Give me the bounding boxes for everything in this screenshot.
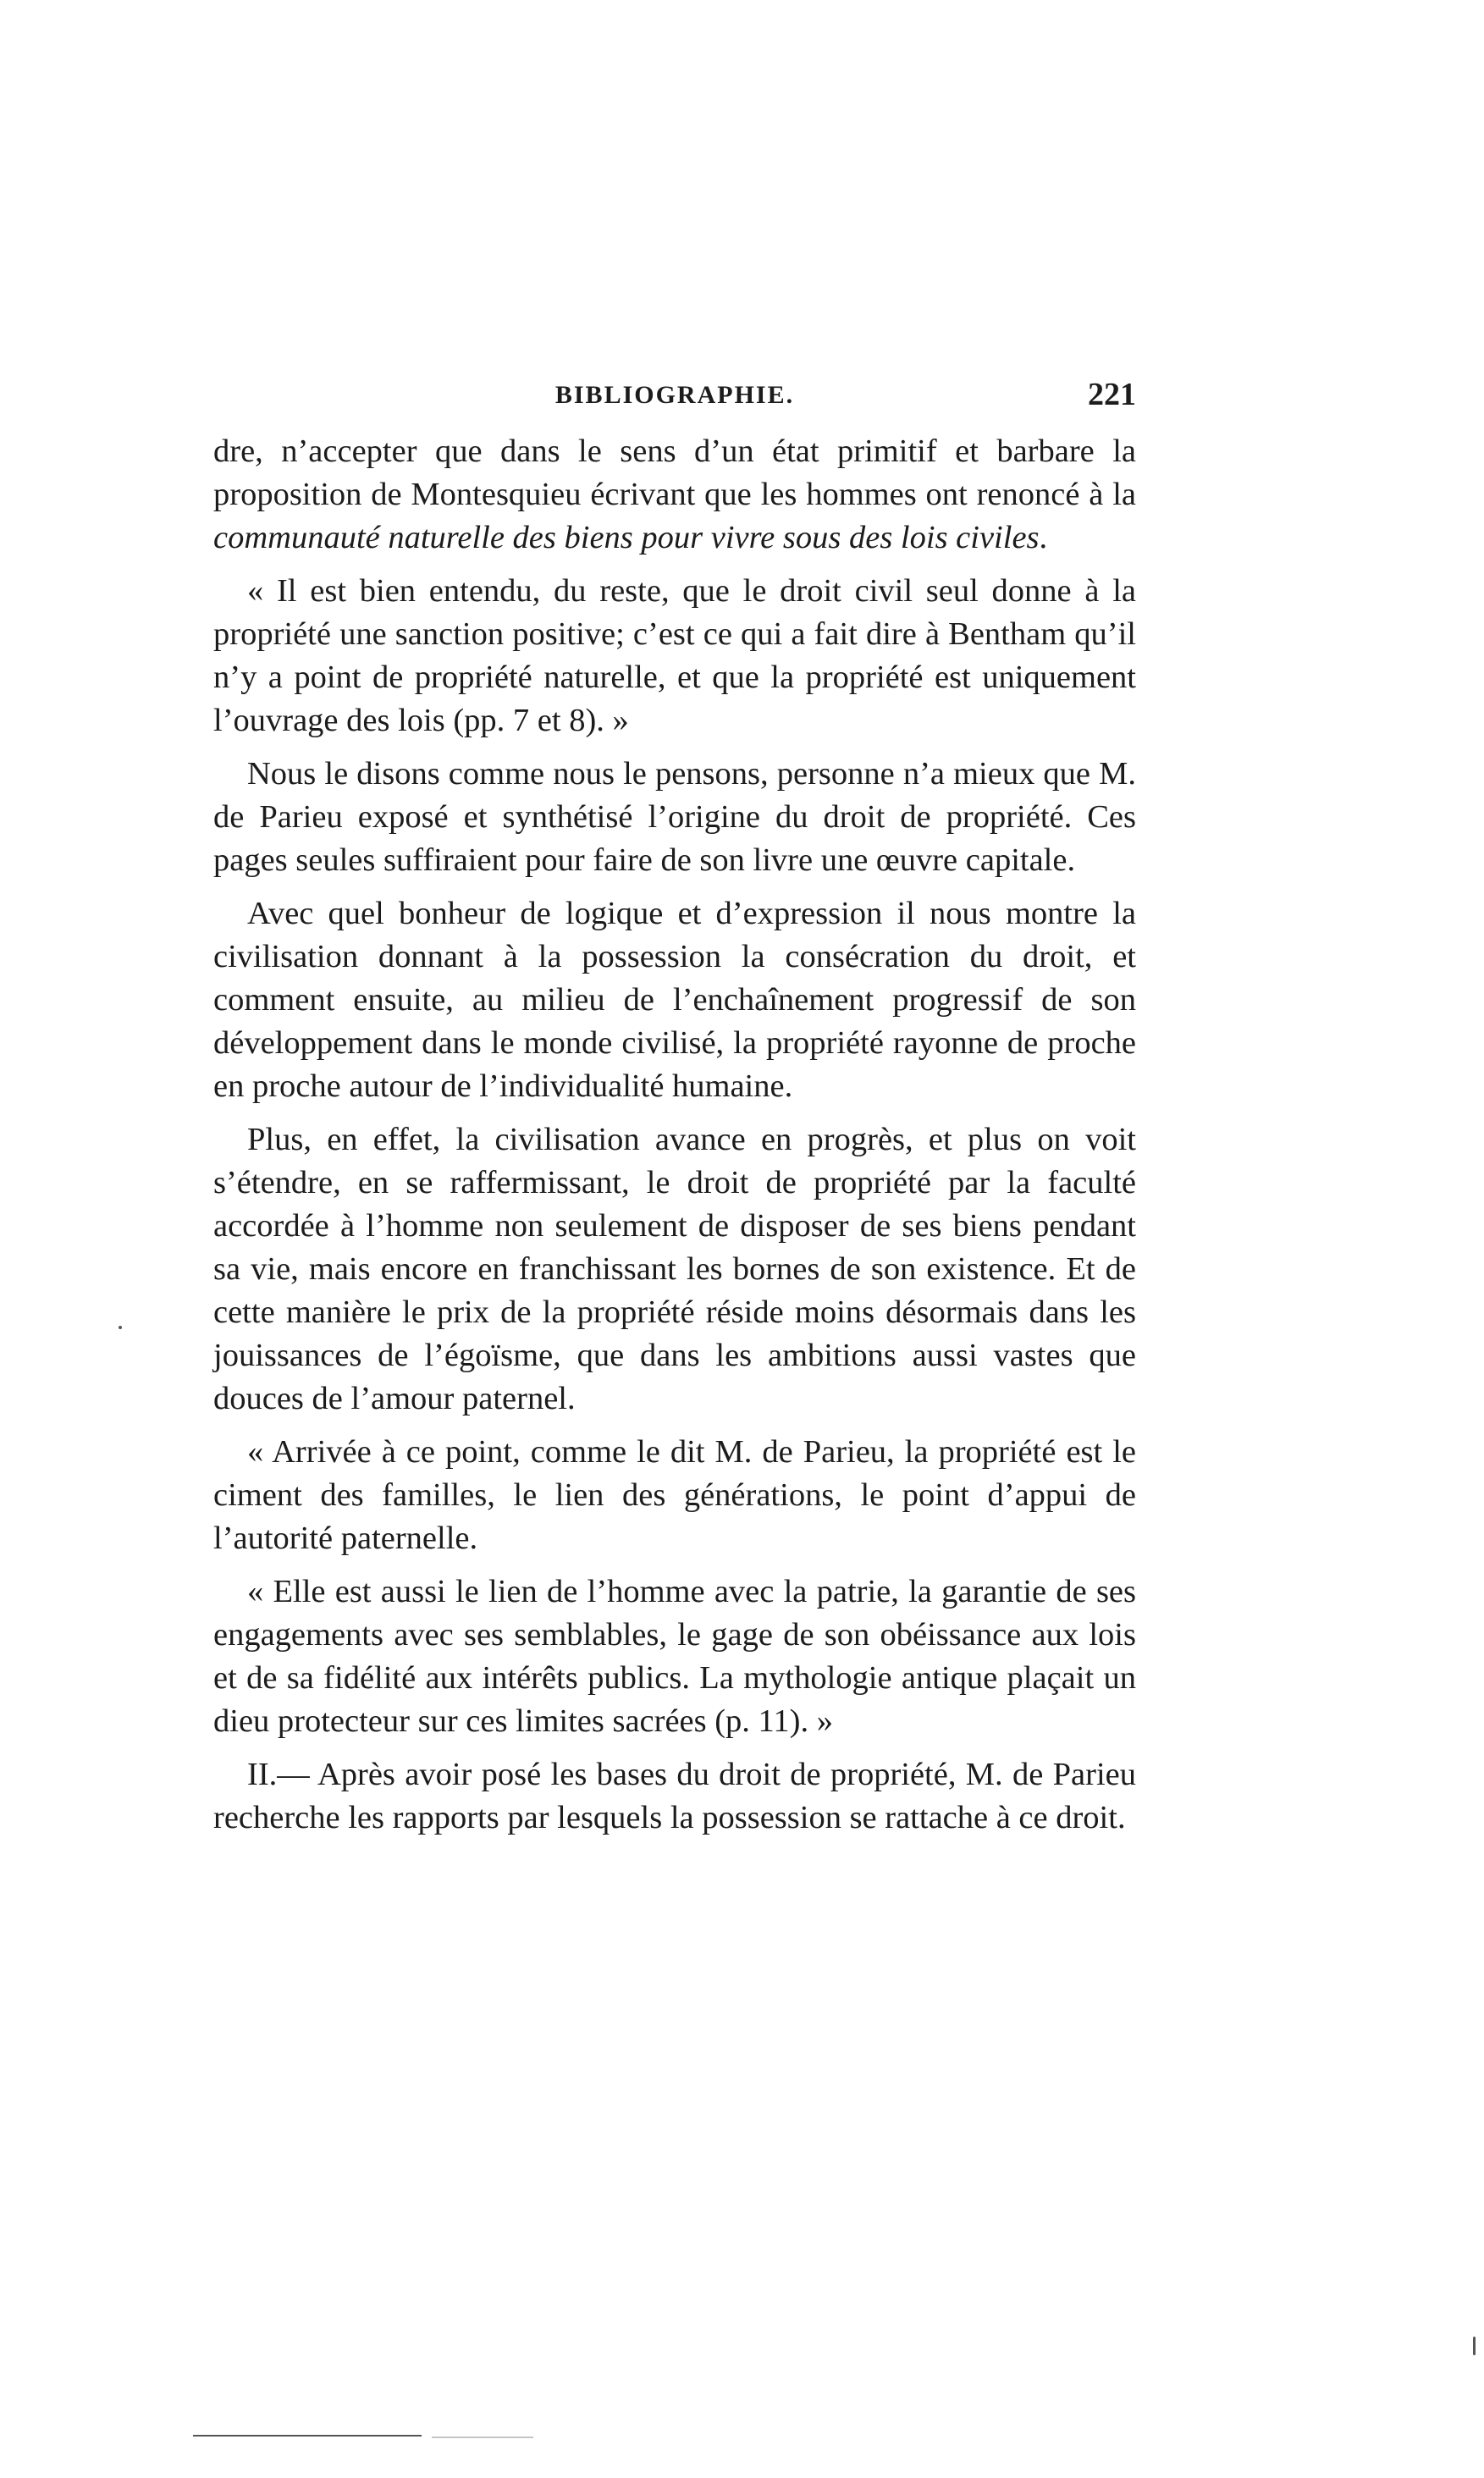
bottom-scan-rule — [193, 2435, 422, 2437]
margin-speck — [119, 1326, 122, 1329]
bottom-scan-rule-faint — [432, 2437, 533, 2438]
page-header — [213, 377, 1136, 423]
italic-quote: communauté naturelle des biens pour vivre sous des lois civiles — [213, 520, 1040, 555]
body-text — [213, 430, 1136, 1850]
paragraph-1: dre, n’accepter que dans le sens d’un état primitif et barbare la proposition de Montesquieu écrivant que les hommes ont renoncé à la communauté naturelle des biens pour vivre sous des lois civiles. — [213, 433, 1136, 555]
paragraph-3: Nous le disons comme nous le pensons, personne n’a mieux que M. de Parieu exposé et synthétisé l’origine du droit de propriété. Ces pages seules suffiraient pour faire de son livre une œuvre capitale. — [213, 756, 1136, 878]
page-number: 221 — [1088, 377, 1136, 412]
paragraph-2: « Il est bien entendu, du reste, que le droit civil seul donne à la propriété une sanction positive; c’est ce qui a fait dire à Bentham qu’il n’y a point de propriété naturelle, et que la propriété est uniquement l’ouvrage des lois (pp. 7 et 8). » — [213, 573, 1136, 738]
paragraph-4: Avec quel bonheur de logique et d’expression il nous montre la civilisation donnant à la possession la consécration du droit, et comment ensuite, au milieu de l’enchaînement progressif de son développement dans le monde civilisé, la propriété rayonne de proche en proche autour de l’individualité humaine. — [213, 896, 1136, 1104]
paragraph-6: « Arrivée à ce point, comme le dit M. de Parieu, la propriété est le ciment des familles, le lien des générations, le point d’appui de l’autorité paternelle. — [213, 1434, 1136, 1556]
paragraph-8: II.— Après avoir posé les bases du droit de propriété, M. de Parieu recherche les rapports par lesquels la possession se rattache à ce droit. — [213, 1757, 1136, 1835]
paragraph-7: « Elle est aussi le lien de l’homme avec la patrie, la garantie de ses engagements avec ses semblables, le gage de son obéissance aux lois et de sa fidélité aux intérêts publics. La mythologie antique plaçait un dieu protecteur sur ces limites sacrées (p. 11). » — [213, 1574, 1136, 1739]
margin-speck — [1473, 2337, 1476, 2355]
running-title: BIBLIOGRAPHIE. — [554, 381, 795, 409]
paragraph-5: Plus, en effet, la civilisation avance en progrès, et plus on voit s’étendre, en se raffermissant, le droit de propriété par la faculté accordée à l’homme non seulement de disposer de ses biens pendant sa vie, mais encore en franchissant les bornes de son existence. Et de cette manière le prix de la propriété réside moins désormais dans les jouissances de l’égoïsme, que dans les ambitions aussi vastes que douces de l’amour paternel. — [213, 1122, 1136, 1416]
